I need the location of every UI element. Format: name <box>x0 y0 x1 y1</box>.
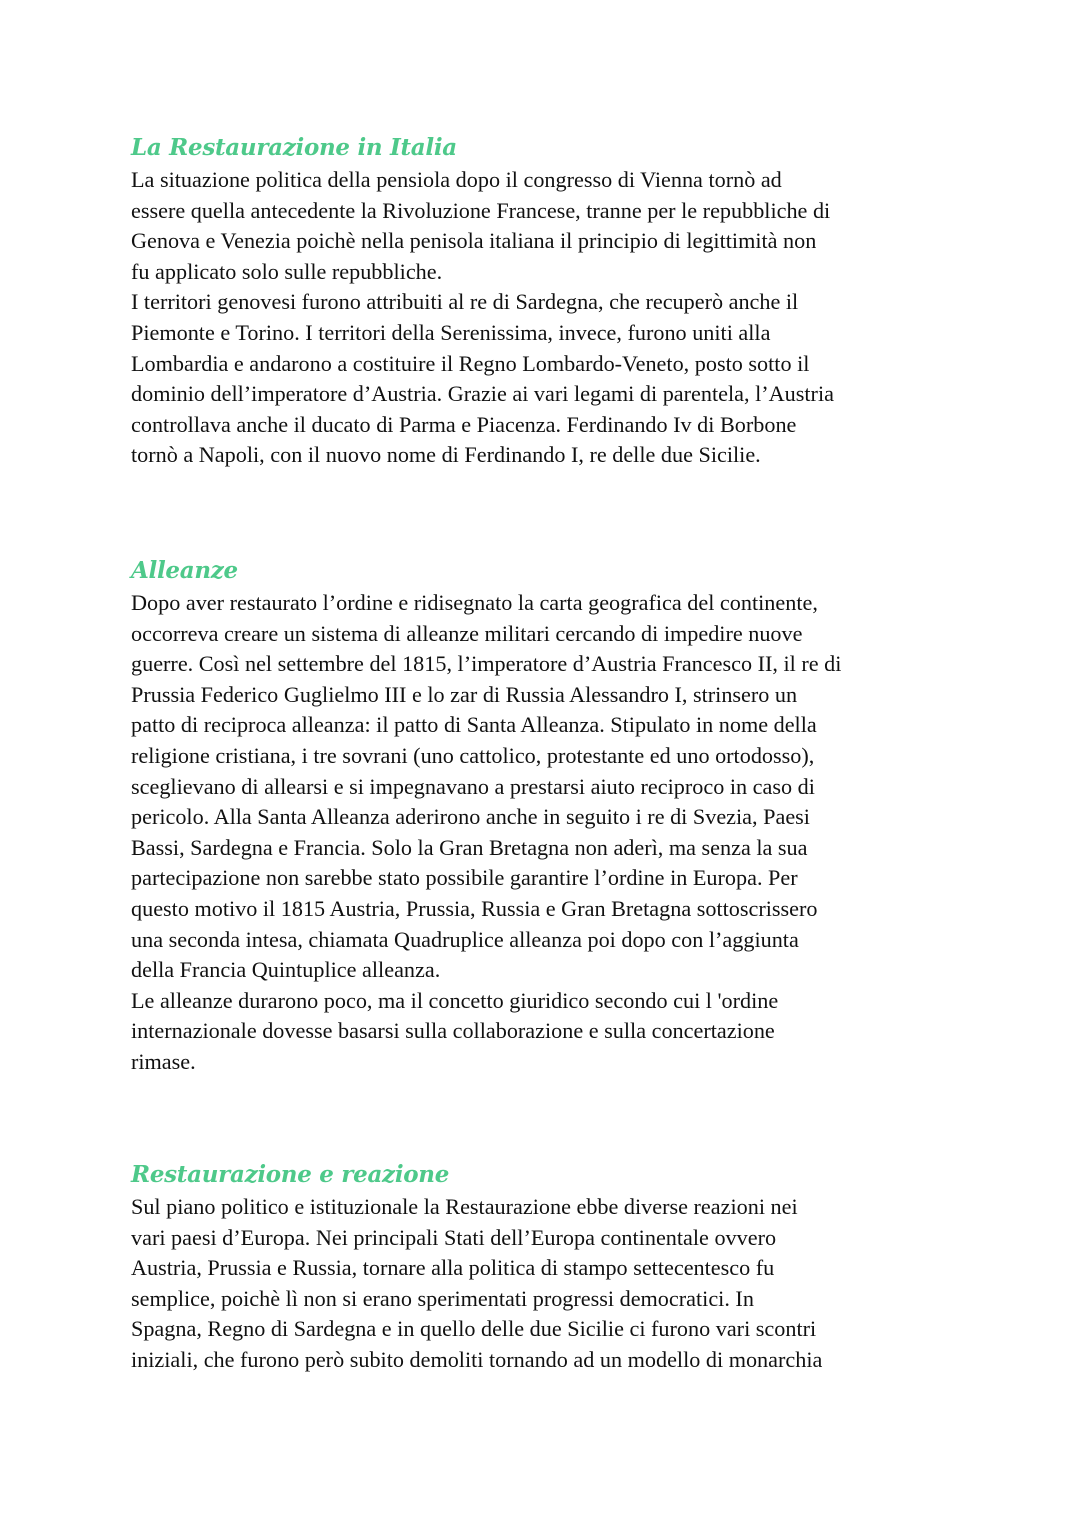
section-body <box>131 588 961 1078</box>
text-line: guerre. Così nel settembre del 1815, l’imperatore d’Austria Francesco II, il re di <box>131 651 842 677</box>
section-restaurazione-italia <box>131 133 961 471</box>
text-line: internazionale dovesse basarsi sulla collaborazione e sulla concertazione <box>131 1018 775 1044</box>
section-title: Restaurazione e reazione <box>131 1161 450 1188</box>
section-restaurazione-reazione <box>131 1160 961 1376</box>
section-body <box>131 1192 961 1376</box>
text-line: Piemonte e Torino. I territori della Serenissima, invece, furono uniti alla <box>131 319 771 345</box>
text-line: religione cristiana, i tre sovrani (uno cattolico, protestante ed uno ortodosso), <box>131 742 815 768</box>
text-line: Bassi, Sardegna e Francia. Solo la Gran Bretagna non aderì, ma senza la sua <box>131 834 808 860</box>
text-line: semplice, poichè lì non si erano sperimentati progressi democratici. In <box>131 1285 754 1311</box>
text-line: Prussia Federico Guglielmo III e lo zar di Russia Alessandro I, strinsero un <box>131 681 798 707</box>
text-line: essere quella antecedente la Rivoluzione Francese, tranne per le repubbliche di <box>131 197 831 223</box>
text-line: Dopo aver restaurato l’ordine e ridisegnato la carta geografica del continente, <box>131 590 818 615</box>
text-line: vari paesi d’Europa. Nei principali Stati dell’Europa continentale ovvero <box>131 1224 777 1250</box>
text-line: La situazione politica della pensiola dopo il congresso di Vienna tornò ad <box>131 167 782 192</box>
text-line: una seconda intesa, chiamata Quadruplice alleanza poi dopo con l’aggiunta <box>131 926 799 952</box>
section-alleanze <box>131 556 961 1078</box>
section-title: Alleanze <box>131 557 238 584</box>
text-line: Spagna, Regno di Sardegna e in quello delle due Sicilie ci furono vari scontri <box>131 1316 817 1342</box>
text-line: tornò a Napoli, con il nuovo nome di Ferdinando I, re delle due Sicilie. <box>131 442 761 468</box>
text-line: Genova e Venezia poichè nella penisola italiana il principio di legittimità non <box>131 228 817 254</box>
section-title: La Restaurazione in Italia <box>131 134 457 161</box>
text-line: iniziali, che furono però subito demoliti tornando ad un modello di monarchia <box>131 1346 823 1372</box>
text-line: controllava anche il ducato di Parma e Piacenza. Ferdinando Iv di Borbone <box>131 411 797 437</box>
text-line: occorreva creare un sistema di alleanze militari cercando di impedire nuove <box>131 620 803 646</box>
text-line: Le alleanze durarono poco, ma il concetto giuridico secondo cui l 'ordine <box>131 987 779 1013</box>
text-line: I territori genovesi furono attribuiti al re di Sardegna, che recuperò anche il <box>131 289 799 315</box>
text-line: dominio dell’imperatore d’Austria. Grazie ai vari legami di parentela, l’Austria <box>131 381 834 407</box>
text-line: Austria, Prussia e Russia, tornare alla politica di stampo settecentesco fu <box>131 1255 775 1281</box>
text-line: della Francia Quintuplice alleanza. <box>131 957 441 983</box>
section-body <box>131 165 961 471</box>
text-line: Lombardia e andarono a costituire il Regno Lombardo-Veneto, posto sotto il <box>131 350 810 376</box>
text-line: patto di reciproca alleanza: il patto di Santa Alleanza. Stipulato in nome della <box>131 712 817 738</box>
text-line: partecipazione non sarebbe stato possibile garantire l’ordine in Europa. Per <box>131 865 798 891</box>
text-line: pericolo. Alla Santa Alleanza aderirono anche in seguito i re di Svezia, Paesi <box>131 804 810 830</box>
text-line: rimase. <box>131 1048 196 1074</box>
text-line: sceglievano di allearsi e si impegnavano a prestarsi aiuto reciproco in caso di <box>131 773 815 799</box>
text-line: questo motivo il 1815 Austria, Prussia, Russia e Gran Bretagna sottoscrissero <box>131 895 818 921</box>
text-line: fu applicato solo sulle repubbliche. <box>131 258 443 284</box>
text-line: Sul piano politico e istituzionale la Restaurazione ebbe diverse reazioni nei <box>131 1194 798 1219</box>
